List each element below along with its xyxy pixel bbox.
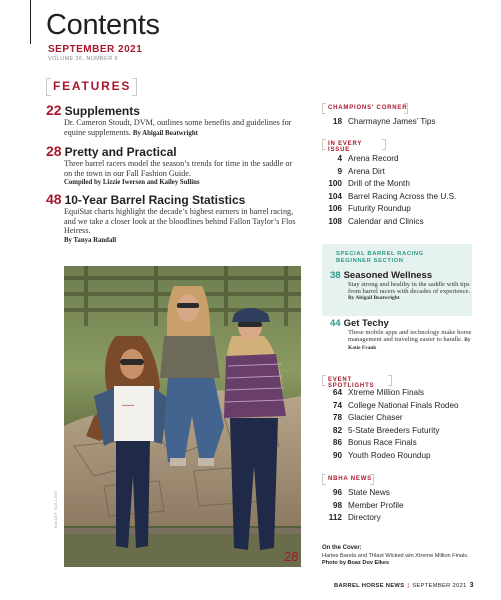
event-spotlights-label: EVENT SPOTLIGHTS: [328, 377, 375, 389]
footer-publication: BARREL HORSE NEWS: [334, 583, 405, 589]
special-byline: By Abigail Boatwright: [348, 295, 400, 302]
dept-item[interactable]: 18 Charmayne James’ Tips: [332, 117, 436, 126]
feature-byline: By Abigail Boatwright: [132, 129, 198, 137]
dept-item[interactable]: 104 Barrel Racing Across the U.S.: [328, 191, 457, 201]
dept-item[interactable]: 78 Glacier Chaser: [332, 413, 403, 423]
dept-item[interactable]: 64 Xtreme Million Finals: [332, 388, 424, 397]
dept-item[interactable]: 82 5-State Breeders Futurity: [332, 425, 440, 435]
dept-item[interactable]: 106 Futurity Roundup: [328, 204, 411, 214]
feature-desc: Three barrel racers model the season’s trends for time in the saddle or on the town in our Fall Fashion Guide.: [64, 159, 293, 178]
champions-corner-label: CHAMPIONS' CORNER: [328, 105, 408, 111]
special-title: Get Techy: [343, 318, 389, 329]
feature-desc: Dr. Cameron Stoudt, DVM, outlines some benefits and guidelines for equine supplements.: [64, 118, 292, 137]
nbha-news-label: NBHA NEWS: [328, 476, 372, 482]
photo-credit: KAILEY SULLINS: [53, 490, 58, 528]
shirt-graphic: ~~~: [122, 403, 135, 410]
feature-item-supplements[interactable]: [46, 103, 296, 138]
footer-separator: |: [407, 583, 410, 589]
photo-illustration: [64, 266, 301, 567]
special-title: Seasoned Wellness: [343, 270, 433, 281]
feature-title: Supplements: [64, 104, 140, 118]
special-byline: By Katie Frank: [348, 337, 471, 352]
feature-desc: EquiStat charts highlight the decade’s highest earners in barrel racing, and we take a closer look at the bloodlines behind Fallon Taylor’s Flos Heiress.: [64, 207, 296, 236]
bracket-right: [132, 78, 137, 96]
in-every-issue-label: IN EVERY ISSUE: [328, 141, 363, 153]
dept-item[interactable]: 4 Arena Record: [337, 154, 399, 163]
cover-heading: On the Cover:: [322, 545, 362, 551]
dept-item[interactable]: 108 Calendar and Clinics: [328, 216, 424, 226]
page-title: Contents: [46, 9, 160, 41]
feature-byline: Compiled by Lizzie Iwersen and Kailey Sullins: [64, 179, 200, 187]
event-spotlights-label-box: [322, 373, 392, 389]
page-footer: [334, 582, 474, 589]
special-desc: These mobile apps and technology make horse management and traveling easier to handle.: [348, 329, 472, 344]
feature-page: 48: [46, 191, 62, 207]
bracket-left: [46, 78, 51, 96]
special-item-get-techy[interactable]: [330, 318, 475, 353]
feature-title: Pretty and Practical: [64, 145, 177, 159]
volume-number: VOLUME 26, NUMBER 9: [48, 56, 118, 62]
feature-title: 10-Year Barrel Racing Statistics: [64, 193, 246, 207]
features-label: FEATURES: [53, 79, 132, 93]
header-rule: [30, 0, 31, 44]
special-page: 44: [330, 318, 341, 329]
feature-page: 28: [46, 143, 62, 159]
cover-caption: Harlee Barela and Thlast Wicked win Xtreme Million Finals. Photo by Boaz Dov Elkes: [322, 553, 469, 566]
event-spotlights-list: [322, 387, 459, 463]
feature-byline: By Tanya Randall: [64, 236, 117, 244]
footer-date: SEPTEMBER 2021: [412, 583, 467, 589]
issue-date: SEPTEMBER 2021: [48, 44, 143, 55]
dept-item[interactable]: 90 Youth Rodeo Roundup: [332, 450, 431, 460]
in-every-issue-list: [322, 153, 456, 229]
champions-corner-list: [322, 116, 436, 129]
dept-item[interactable]: 112 Directory: [328, 513, 381, 523]
feature-photo[interactable]: [64, 266, 301, 567]
photo-page-number: 28: [284, 549, 299, 564]
in-every-issue-label-box: [322, 137, 386, 153]
nbha-news-label-box: [322, 472, 374, 484]
dept-item[interactable]: 86 Bonus Race Finals: [332, 438, 417, 448]
feature-item-pretty-practical[interactable]: [46, 144, 296, 187]
feature-page: 22: [46, 102, 62, 118]
dept-item[interactable]: 9 Arena Dirt: [337, 166, 385, 176]
champions-corner-label-box: [322, 101, 408, 113]
feature-item-statistics[interactable]: [46, 192, 296, 245]
special-item-seasoned-wellness[interactable]: [330, 270, 475, 303]
dept-item[interactable]: 96 State News: [332, 488, 390, 497]
special-section-label: SPECIAL BARREL RACING BEGINNER SECTION: [336, 251, 424, 264]
special-desc: Stay strong and healthy in the saddle with tips from barrel racers with decades of experience.: [348, 281, 471, 296]
special-page: 38: [330, 270, 341, 281]
footer-page-number: 3: [469, 582, 474, 589]
dept-item[interactable]: 100 Drill of the Month: [328, 179, 410, 189]
dept-item[interactable]: 74 College National Finals Rodeo: [332, 400, 459, 410]
cover-credit: Photo by Boaz Dov Elkes: [322, 560, 390, 566]
nbha-news-list: [322, 487, 404, 525]
dept-item[interactable]: 98 Member Profile: [332, 500, 404, 510]
